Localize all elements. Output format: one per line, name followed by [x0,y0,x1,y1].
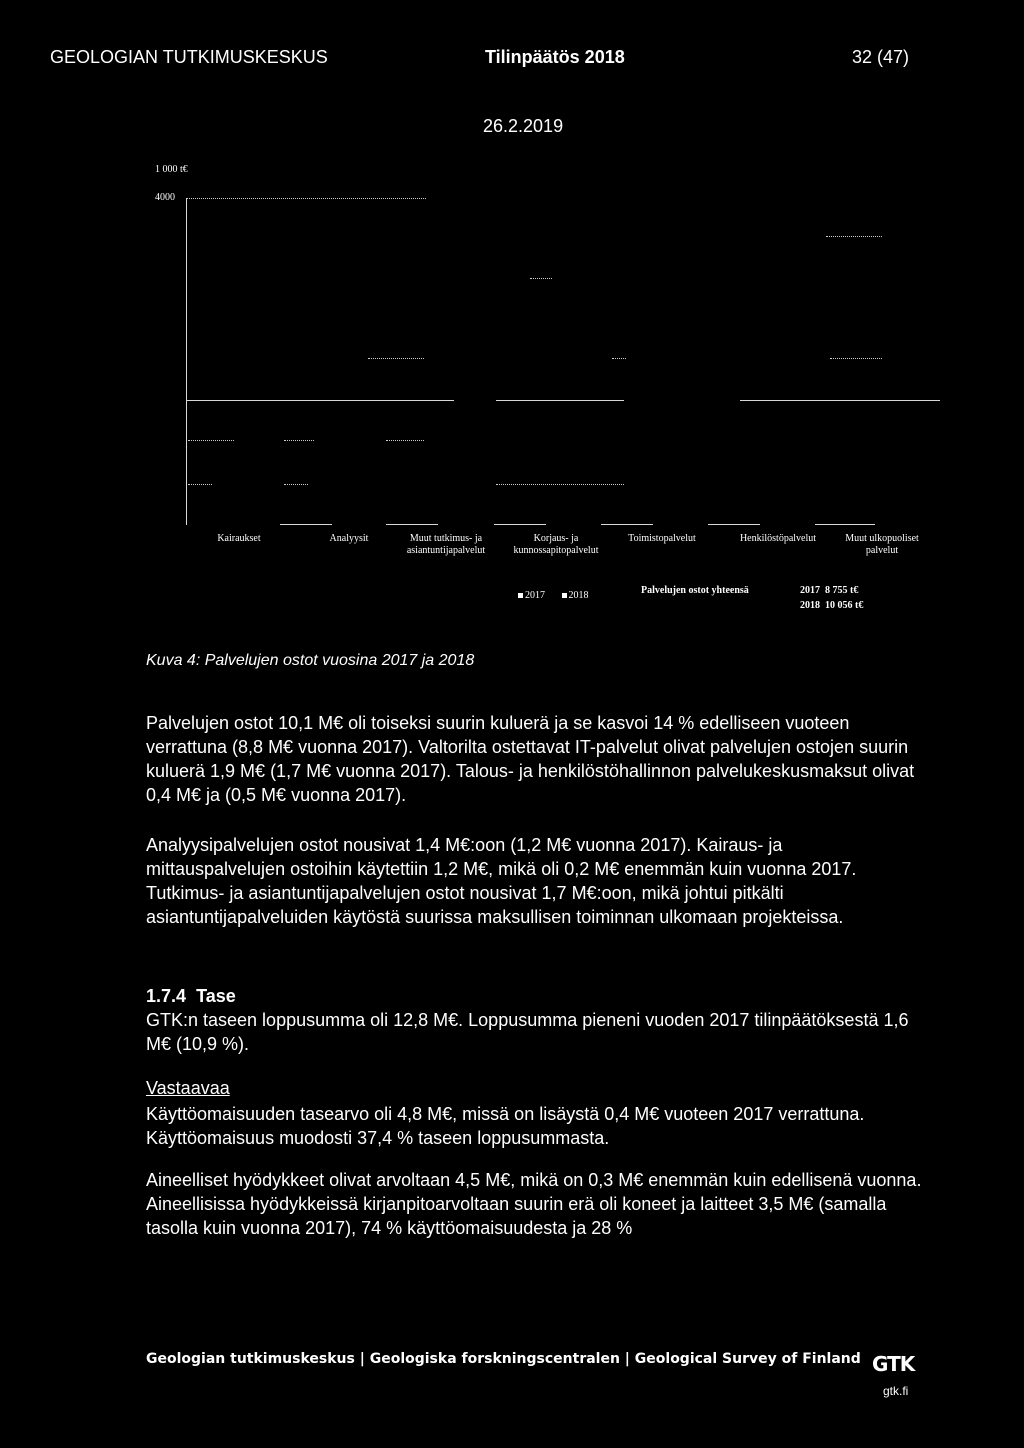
footer-url[interactable]: gtk.fi [883,1384,909,1398]
section-number: 1.7.4 [146,986,187,1006]
header-date: 26.2.2019 [483,116,564,136]
chart-gridline [740,400,940,401]
chart-baseline [386,524,438,525]
chart-bar-edge [284,440,314,441]
chart-total-2017: 2017 8 755 t€ [800,585,859,596]
chart-bar-edge [496,484,624,485]
chart-baseline [280,524,332,525]
chart-bar-edge [830,358,882,359]
chart-bar-edge [386,440,424,441]
legend-2017: 2017 [518,590,545,601]
chart-ytick-top: 4000 [155,192,175,203]
legend-swatch-icon [518,593,523,598]
chart-category-label: Muut tutkimus- ja asiantuntijapalvelut [406,533,486,556]
chart-bar-edge [826,236,882,237]
header-doc-title: Tilinpäätös 2018 [485,47,625,67]
chart-legend [518,590,589,601]
chart-bar-edge [188,440,234,441]
paragraph-services: Palvelujen ostot 10,1 M€ oli toiseksi suurin kuluerä ja se kasvoi 14 % edelliseen vuoteen verrattuna (8,8 M€ vuonna 2017). Valtorilta ostettavat IT-palvelut olivat palvelujen ostojen suurin kuluerä 1,9 M€ (1,7 M€ vuonna 2017). Talous- ja henkilöstöhallinnon palvelukeskusmaksut olivat 0,4 M€ ja (0,5 M€ vuonna 2017). [146,713,915,805]
chart-baseline [601,524,653,525]
legend-swatch-icon [562,593,567,598]
chart-category-label: Kairaukset [217,533,261,544]
header-org: GEOLOGIAN TUTKIMUSKESKUS [50,47,328,67]
paragraph-balance: GTK:n taseen loppusumma oli 12,8 M€. Loppusumma pieneni vuoden 2017 tilinpäätöksestä 1,6 M€ (10,9 %). [146,1010,909,1054]
section-title: Tase [196,986,236,1006]
chart-y-axis [186,198,187,525]
chart-baseline [494,524,546,525]
subheading-vastaavaa: Vastaavaa [146,1078,230,1098]
chart-bar-edge [188,484,212,485]
chart-bar-edge [530,278,552,279]
footer-text: Geologian tutkimuskeskus | Geologiska forskningscentralen | Geological Survey of Finland [146,1351,861,1367]
chart-category-label: Toimistopalvelut [628,533,696,544]
chart-category-label: Analyysit [329,533,369,544]
chart-gridline [496,400,624,401]
figure-caption: Kuva 4: Palvelujen ostot vuosina 2017 ja 2018 [146,652,475,669]
header-page-number: 32 (47) [852,47,910,67]
chart-unit-label: 1 000 t€ [155,164,188,175]
chart-baseline [708,524,760,525]
paragraph-fixed-assets: Käyttöomaisuuden tasearvo oli 4,8 M€, missä on lisäystä 0,4 M€ vuoteen 2017 verrattuna. Käyttöomaisuus muodosti 37,4 % taseen loppusummasta. [146,1104,865,1148]
chart-gridline [186,198,426,199]
chart-totals-label: Palvelujen ostot yhteensä [641,585,749,596]
chart-total-2018: 2018 10 056 t€ [800,600,864,611]
chart-baseline [815,524,875,525]
chart-category-label: Korjaus- ja kunnossapitopalvelut [513,533,599,556]
chart-category-label: Henkilöstöpalvelut [739,533,817,544]
paragraph-tangible-assets: Aineelliset hyödykkeet olivat arvoltaan 4,5 M€, mikä on 0,3 M€ enemmän kuin edellisenä vuonna. Aineellisissa hyödykkeissä kirjanpitoarvoltaan suurin erä oli koneet ja laitteet 3,5 M€ (samalla tasolla kuin vuonna 2017), 74 % käyttöomaisuudesta ja 28 % [146,1170,922,1238]
paragraph-analysis: Analyysipalvelujen ostot nousivat 1,4 M€:oon (1,2 M€ vuonna 2017). Kairaus- ja mittauspalvelujen ostoihin käytettiin 1,2 M€, mikä oli 0,2 M€ enemmän kuin vuonna 2017. Tutkimus- ja asiantuntijapalvelujen ostot nousivat 1,7 M€:oon, mikä johtui pitkälti asiantuntijapalveluiden käytöstä suurissa maksullisen toiminnan ulkomaan projekteissa. [146,835,857,927]
chart-bar-edge [612,358,626,359]
legend-2018: 2018 [562,590,589,601]
section-heading [146,986,236,1007]
chart-bar-edge [284,484,308,485]
chart-gridline [186,400,454,401]
chart-bar-edge [368,358,424,359]
chart-category-label: Muut ulkopuoliset palvelut [845,533,919,556]
gtk-logo: GTK [872,1352,915,1376]
